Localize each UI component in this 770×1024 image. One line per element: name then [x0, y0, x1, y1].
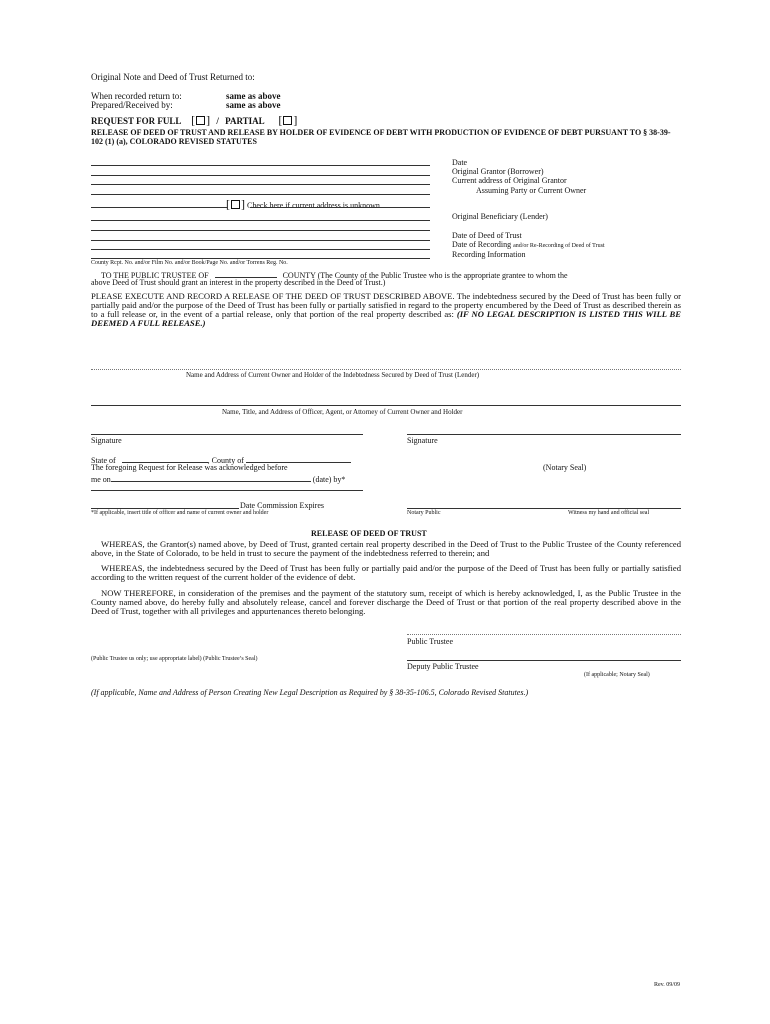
date-line[interactable] [91, 165, 430, 166]
public-trustee-line[interactable] [407, 634, 681, 635]
notary-seal: (Notary Seal) [543, 463, 587, 472]
trustee-county-field[interactable] [215, 269, 277, 278]
owner-line[interactable] [91, 369, 681, 370]
notary-line[interactable] [407, 508, 681, 509]
label-assuming: Assuming Party or Current Owner [476, 186, 587, 195]
label-date: Date [452, 158, 468, 167]
address-line-2b[interactable] [250, 207, 430, 208]
recording-date-line[interactable] [91, 249, 430, 250]
footnote: *If applicable, insert title of officer and name of current owner and holder [91, 510, 269, 516]
request-full-label: REQUEST FOR FULL [91, 116, 181, 126]
label-recording-info: Recording Information [452, 250, 526, 259]
full-checkbox[interactable] [196, 116, 205, 125]
to-trustee-a: TO THE PUBLIC TRUSTEE OF [101, 271, 209, 280]
partial-checkbox[interactable] [283, 116, 292, 125]
recorded-return-value[interactable]: same as above [226, 91, 281, 101]
label-recording-date-main: Date of Recording [452, 240, 512, 249]
label-recording-date-small: and/or Re-Recording of Deed of Trust [513, 243, 605, 249]
unknown-address-label: Check here if current address is unknown [247, 201, 380, 210]
please-execute-paragraph [91, 292, 681, 328]
me-on-row [91, 473, 345, 484]
legal-description-note: (If applicable, Name and Address of Person Creating New Legal Description as Required by § 38-35-106.5, Colorado Revised Statutes.) [91, 688, 529, 697]
notary-public-label: Notary Public [407, 510, 441, 516]
prepared-value[interactable]: same as above [226, 100, 281, 110]
officer-label: Name, Title, and Address of Officer, Agent, or Attorney of Current Owner and Holder [222, 408, 463, 416]
please-emph: (IF NO LEGAL DESCRIPTION IS LISTED THIS WILL BE DEEMED A FULL RELEASE.) [91, 309, 682, 328]
unknown-address-checkbox[interactable] [231, 200, 240, 209]
label-beneficiary: Original Beneficiary (Lender) [452, 212, 548, 221]
county-caption: County Rcpt. No. and/or Film No. and/or Book/Page No. and/or Torrens Reg. No. [91, 260, 288, 266]
county-field[interactable] [246, 454, 351, 463]
returned-to-label: Original Note and Deed of Trust Returned to: [91, 72, 255, 82]
signature-right-line[interactable] [407, 434, 681, 435]
deputy-line[interactable] [407, 660, 681, 661]
witness-label: Witness my hand and official seal [568, 510, 650, 516]
unknown-address-row: [ ] Check here if current address is unknown [226, 197, 380, 211]
to-trustee-c: above Deed of Trust should grant an interest in the property described in the Deed of Trust.) [91, 278, 386, 287]
request-partial-label: PARTIAL [225, 116, 265, 126]
revision-label: Rev. 09/09 [654, 982, 680, 988]
label-recording-date [452, 240, 605, 249]
prepared-label: Prepared/Received by: [91, 100, 173, 110]
release-heading: RELEASE OF DEED OF TRUST [311, 529, 427, 538]
now-therefore: NOW THEREFORE, in consideration of the premises and the payment of the statutory sum, receipt of which is hereby acknowledged, I, as the Public Trustee in the County named above, do hereby fully and absolutely release, cancel and forever discharge the Deed of Trust or that portion of the real property described above in the Deed of Trust, together with all privileges and appurtenances thereto belonging. [91, 588, 681, 616]
request-row: REQUEST FOR FULL [ ] / PARTIAL [ ] [91, 113, 298, 127]
acknowledged-line[interactable] [91, 490, 363, 491]
foregoing-text: The foregoing Request for Release was acknowledged before [91, 463, 288, 472]
deputy-label: Deputy Public Trustee [407, 662, 479, 671]
please-text: PLEASE EXECUTE AND RECORD A RELEASE OF THE DEED OF TRUST DESCRIBED ABOVE. The indebtedness secured by the Deed of Trust has been fully or partially paid and/or the purpose of the Deed of Trust has been fully or partially satisfied in regard to the property encumbered by the Deed of Trust as described therein as to a full release or, in the event of a partial release, only that portion of the real property described as: [91, 291, 681, 319]
state-of-label: State of [91, 456, 116, 465]
whereas-2: WHEREAS, the indebtedness secured by the Deed of Trust has been fully or partially paid and/or the purpose of the Deed of Trust has been fully or partially satisfied according to the written request of the current holder of the evidence of debt. [91, 563, 681, 582]
signature-left-label: Signature [91, 436, 122, 445]
county-of-label: , County of [207, 456, 244, 465]
address-line-2[interactable] [91, 207, 227, 208]
recorded-return-label: When recorded return to: [91, 91, 182, 101]
signature-left-line[interactable] [91, 434, 363, 435]
label-grantor: Original Grantor (Borrower) [452, 167, 544, 176]
notary-seal-if: (If applicable; Notary Seal) [584, 672, 650, 678]
label-deed-date: Date of Deed of Trust [452, 231, 522, 240]
signature-right-label: Signature [407, 436, 438, 445]
beneficiary-line-2[interactable] [91, 230, 430, 231]
me-on-field[interactable] [111, 473, 311, 482]
to-trustee-b: COUNTY (The County of the Public Trustee who is the appropriate grantee to whom the [282, 271, 568, 280]
state-field[interactable] [122, 454, 208, 463]
trustee-use-label: (Public Trustee us only; use appropriate label) (Public Trustee’s Seal) [91, 656, 258, 662]
officer-line[interactable] [91, 405, 681, 406]
deed-date-line[interactable] [91, 240, 430, 241]
commission-line[interactable] [91, 508, 239, 509]
address-line[interactable] [91, 184, 430, 185]
request-separator: / [216, 116, 219, 126]
commission-label: Date Commission Expires [240, 501, 324, 510]
assuming-line[interactable] [91, 194, 430, 195]
me-on-label: me on [91, 475, 111, 484]
recording-info-line[interactable] [91, 258, 430, 259]
release-title: RELEASE OF DEED OF TRUST AND RELEASE BY HOLDER OF EVIDENCE OF DEBT WITH PRODUCTION OF EVIDENCE OF DEBT PURSUANT TO § 38-39-102 (1) (a), COLORADO REVISED STATUTES [91, 128, 671, 146]
beneficiary-line[interactable] [91, 220, 430, 221]
label-address: Current address of Original Grantor [452, 176, 567, 185]
date-by-label: (date) by* [312, 475, 346, 484]
owner-label: Name and Address of Current Owner and Holder of the Indebtedness Secured by Deed of Trust (Lender) [186, 371, 480, 379]
whereas-1: WHEREAS, the Grantor(s) named above, by Deed of Trust, granted certain real property described in the Deed of Trust to the Public Trustee of the County referenced above, in the State of Colorado, to be held in trust to secure the payment of the indebtedness referred to therein; and [91, 539, 681, 558]
public-trustee-label: Public Trustee [407, 637, 454, 646]
grantor-line[interactable] [91, 175, 430, 176]
